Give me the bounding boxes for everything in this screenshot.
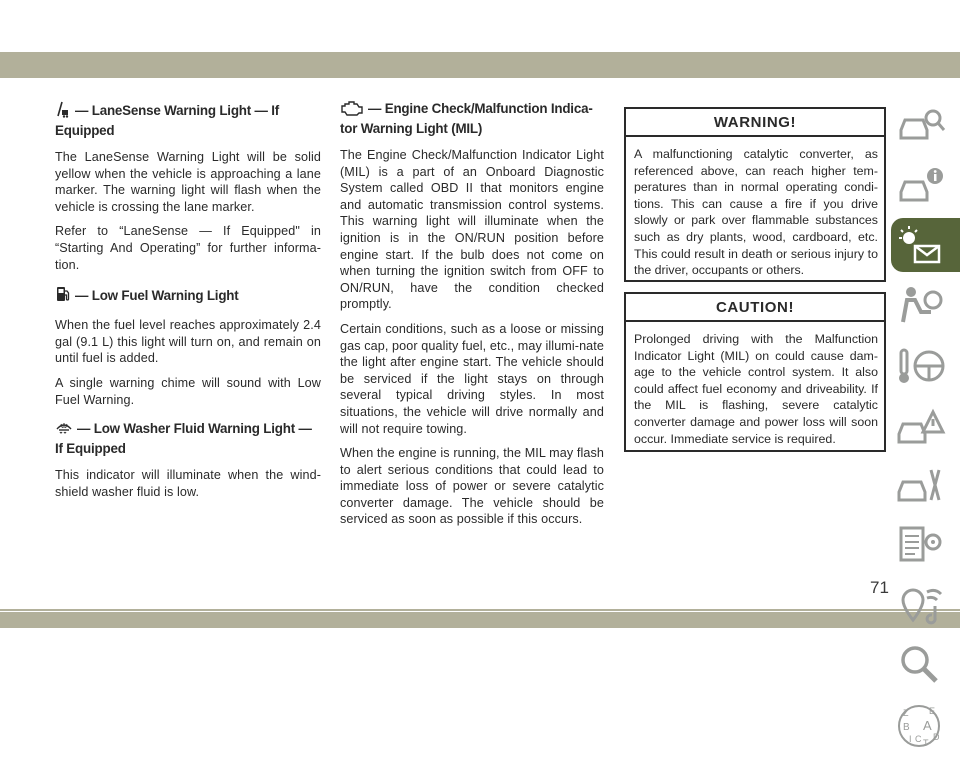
tab-alphabet-index[interactable] xyxy=(893,698,960,758)
tab-search[interactable] xyxy=(893,638,960,698)
caution-body: Prolonged driving with the Malfunction Indicator Light (MIL) on could cause dam-age to the vehicle control system. It also could affect fuel economy and driveability. If the MIL is flashing, severe catalytic converter damage and power loss will soon occur. Immediate service is required. xyxy=(634,332,878,446)
warning-title: WARNING! xyxy=(626,109,884,137)
engine-paragraph-2: Certain conditions, such as a loose or missing gas cap, poor quality fuel, etc., may illumi-nate the light after engine start. The vehicle should be serviced if the light stays on through several typical driving styles. In most situations, the vehicle will drive normally and will not require towing. xyxy=(340,321,604,436)
alphabet-index-icon xyxy=(895,702,947,750)
column-left xyxy=(55,100,321,508)
tab-car-magnifier[interactable] xyxy=(893,98,960,158)
warning-box xyxy=(624,107,886,282)
tab-checklist-gear[interactable] xyxy=(893,518,960,578)
tab-nav-music-phone[interactable] xyxy=(893,578,960,638)
svg-text:E: E xyxy=(929,706,936,716)
car-warning-triangle-icon xyxy=(895,402,947,450)
column-middle xyxy=(340,100,604,536)
warning-body: A malfunctioning catalytic converter, as referenced above, can reach higher tem-peratures than in normal operating condi-tions. This can cause a fire if you drive slowly or park over flammable substances such as dry plants, wood, cardboard, etc. This could result in death or serious injury to the driver, occupants or others. xyxy=(634,147,878,278)
nav-music-phone-icon xyxy=(895,582,947,630)
bottom-rule xyxy=(0,609,960,611)
washer-paragraph-1: This indicator will illuminate when the wind-shield washer fluid is low. xyxy=(55,468,321,499)
tab-seat-airbag[interactable] xyxy=(893,278,960,338)
lanesense-paragraph-1: The LaneSense Warning Light will be solid yellow when the vehicle is approaching a lane marker. The warning light will flash when the vehicle is crossing the lane marker. xyxy=(55,150,321,214)
lanesense-paragraph-2: Refer to “LaneSense — If Equipped" in “Starting And Operating” for further informa-tion. xyxy=(55,224,321,272)
svg-text:B: B xyxy=(903,722,910,733)
caution-title: CAUTION! xyxy=(626,294,884,322)
lowfuel-heading xyxy=(55,285,321,307)
washer-heading-text: — Low Washer Fluid Warning Light — If Equipped xyxy=(55,421,312,457)
tab-car-wrench[interactable] xyxy=(893,458,960,518)
engine-paragraph-1: The Engine Check/Malfunction Indicator Light (MIL) is a part of an Onboard Diagnostic System called OBD II that monitors engine and automatic transmission control systems. This warning light will illuminate when the ignition is in the ON/RUN position before engine start. If the bulb does not come on when turning the ignition switch from OFF to ON/RUN, have the condition checked promptly. xyxy=(340,148,604,312)
lanesense-icon xyxy=(55,100,71,122)
washer-heading xyxy=(55,420,321,457)
tab-car-warning[interactable] xyxy=(893,398,960,458)
tab-warning-lights[interactable] xyxy=(893,218,960,278)
chapter-tabs xyxy=(893,98,960,758)
search-icon xyxy=(895,642,947,690)
car-magnifier-icon xyxy=(895,102,947,150)
checklist-gear-icon xyxy=(895,522,947,570)
engine-heading-text: — Engine Check/Malfunction Indica-tor Warning Light (MIL) xyxy=(340,101,593,136)
tab-car-info[interactable] xyxy=(893,158,960,218)
engine-paragraph-3: When the engine is running, the MIL may flash to alert serious conditions that could lead to immediate loss of power or severe catalytic converter damage. The vehicle should be serviced as soon as possible if this occurs. xyxy=(340,446,604,527)
caution-box xyxy=(624,292,886,452)
engine-heading xyxy=(340,100,604,137)
bottom-band xyxy=(0,612,960,628)
car-wrench-icon xyxy=(895,462,947,510)
washer-fluid-icon xyxy=(55,420,73,440)
tab-steering-wheel[interactable] xyxy=(893,338,960,398)
lowfuel-heading-text: — Low Fuel Warning Light xyxy=(75,288,239,304)
svg-text:T: T xyxy=(923,738,929,748)
steering-wheel-icon xyxy=(895,342,947,390)
svg-text:Z: Z xyxy=(903,708,909,718)
lanesense-heading xyxy=(55,100,321,139)
fuel-pump-icon xyxy=(55,285,71,307)
svg-text:D: D xyxy=(933,732,940,742)
seat-airbag-icon xyxy=(895,282,947,330)
svg-text:C: C xyxy=(915,734,922,744)
page-number: 71 xyxy=(870,578,889,597)
svg-text:A: A xyxy=(923,718,932,733)
engine-check-icon xyxy=(340,100,364,120)
car-info-icon xyxy=(895,162,947,210)
lowfuel-paragraph-2: A single warning chime will sound with Low Fuel Warning. xyxy=(55,375,321,407)
svg-text:I: I xyxy=(909,734,912,744)
top-band xyxy=(0,52,960,78)
warning-light-message-icon xyxy=(895,222,947,270)
lanesense-heading-text: — LaneSense Warning Light — If Equipped xyxy=(55,103,280,138)
lowfuel-paragraph-1: When the fuel level reaches approximately 2.4 gal (9.1 L) this light will turn on, and remain on until fuel is added. xyxy=(55,318,321,366)
